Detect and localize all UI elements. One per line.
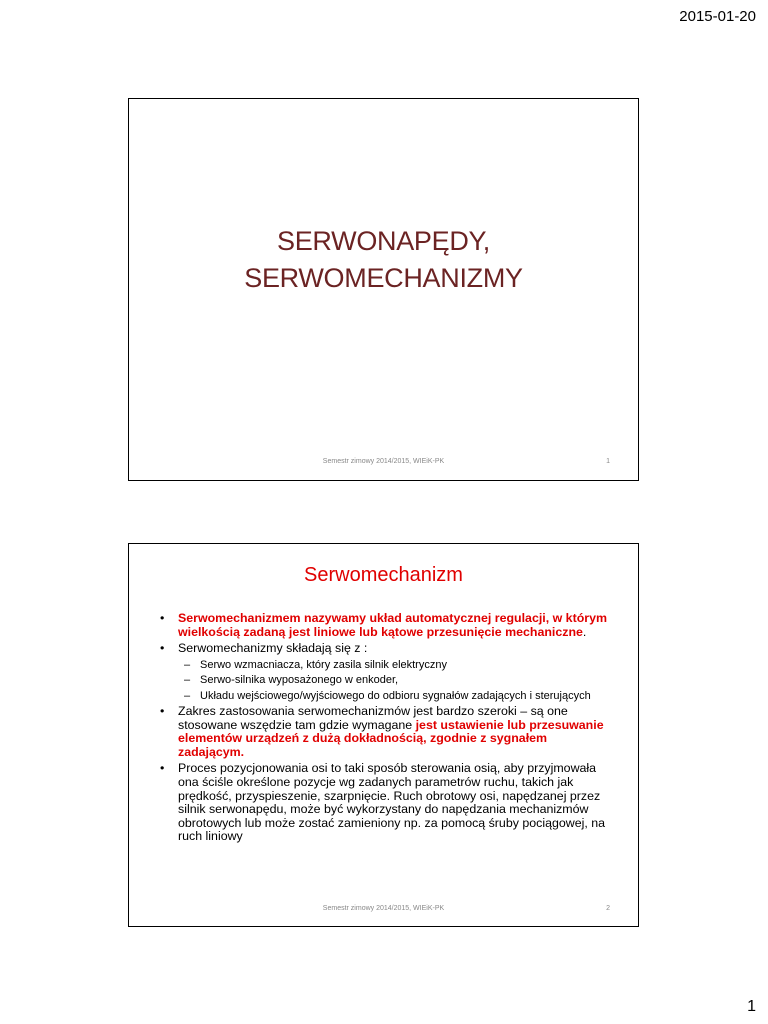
bullet-mark: • [160,611,165,625]
bullet-definition-red-text: Serwomechanizmem nazywamy układ automatycznej regulacji, w którym wielkością zadaną jest liniowe lub kątowe przesunięcie mechaniczne [178,611,608,639]
sub-bullet-io-text: Układu wejściowego/wyjściowego do odbioru sygnałów zadających i sterujących [200,689,591,702]
bullet-positioning [157,762,614,844]
slide-2-number: 2 [606,905,610,912]
page-number: 1 [747,998,756,1015]
sub-bullet-mark: – [184,674,191,687]
bullet-applications [157,705,614,759]
slide-2-footer-text: Semestr zimowy 2014/2015, WIEiK-PK [322,905,445,912]
sub-bullet-amplifier-text: Serwo wzmacniacza, który zasila silnik elektryczny [200,658,447,671]
bullet-applications-red-text: jest ustawienie lub przesuwanie elementów urządzeń z dużą dokładnością, zgodnie z sygnałem zadającym. [178,717,604,759]
sub-bullet-amplifier [157,659,614,671]
sub-bullet-motor-text: Serwo-silnika wyposażonego w enkoder, [200,674,399,687]
bullet-definition [157,612,614,639]
bullet-applications-text: Zakres zastosowania serwomechanizmów jest bardzo szeroki – są one stosowane wszędzie tam gdzie wymagane [178,704,568,732]
bullet-mark: • [160,704,165,718]
slide-2-title: Serwomechanizm [304,564,463,586]
slide-1-number: 1 [606,458,610,465]
bullet-definition-end: . [582,624,587,639]
bullet-positioning-text: Proces pozycjonowania osi to taki sposób sterowania osią, aby przyjmowała ona ściśle określone pozycje wg zadanych parametrów ruchu, takich jak prędkość, przyspieszenie, szarpnięcie. Ruch obrotowy osi, napędzanej przez silnik serwonapędu, może być wykorzystany do napędzania mechanizmów obrotowych lub może zostać zamieniony np. za pomocą śruby pociągowej, na ruch liniowy [178,761,606,844]
sub-bullet-motor [157,674,614,686]
slide-2 [128,543,639,927]
page-date: 2015-01-20 [679,8,756,25]
slide-1 [128,98,639,481]
bullet-mark: • [160,761,165,776]
sub-bullet-mark: – [184,658,191,671]
slide-1-title-line-2: SERWOMECHANIZMY [244,263,523,293]
slide-1-title-line-1: SERWONAPĘDY, [277,226,490,256]
sub-bullet-io [157,690,614,702]
slide-2-body [157,612,614,847]
bullet-mark: • [160,641,165,656]
bullet-components-text: Serwomechanizmy składają się z : [178,641,368,656]
slide-1-title [129,223,638,297]
bullet-components [157,642,614,656]
sub-bullet-mark: – [184,689,191,702]
slide-1-footer-text: Semestr zimowy 2014/2015, WIEiK-PK [322,458,445,465]
